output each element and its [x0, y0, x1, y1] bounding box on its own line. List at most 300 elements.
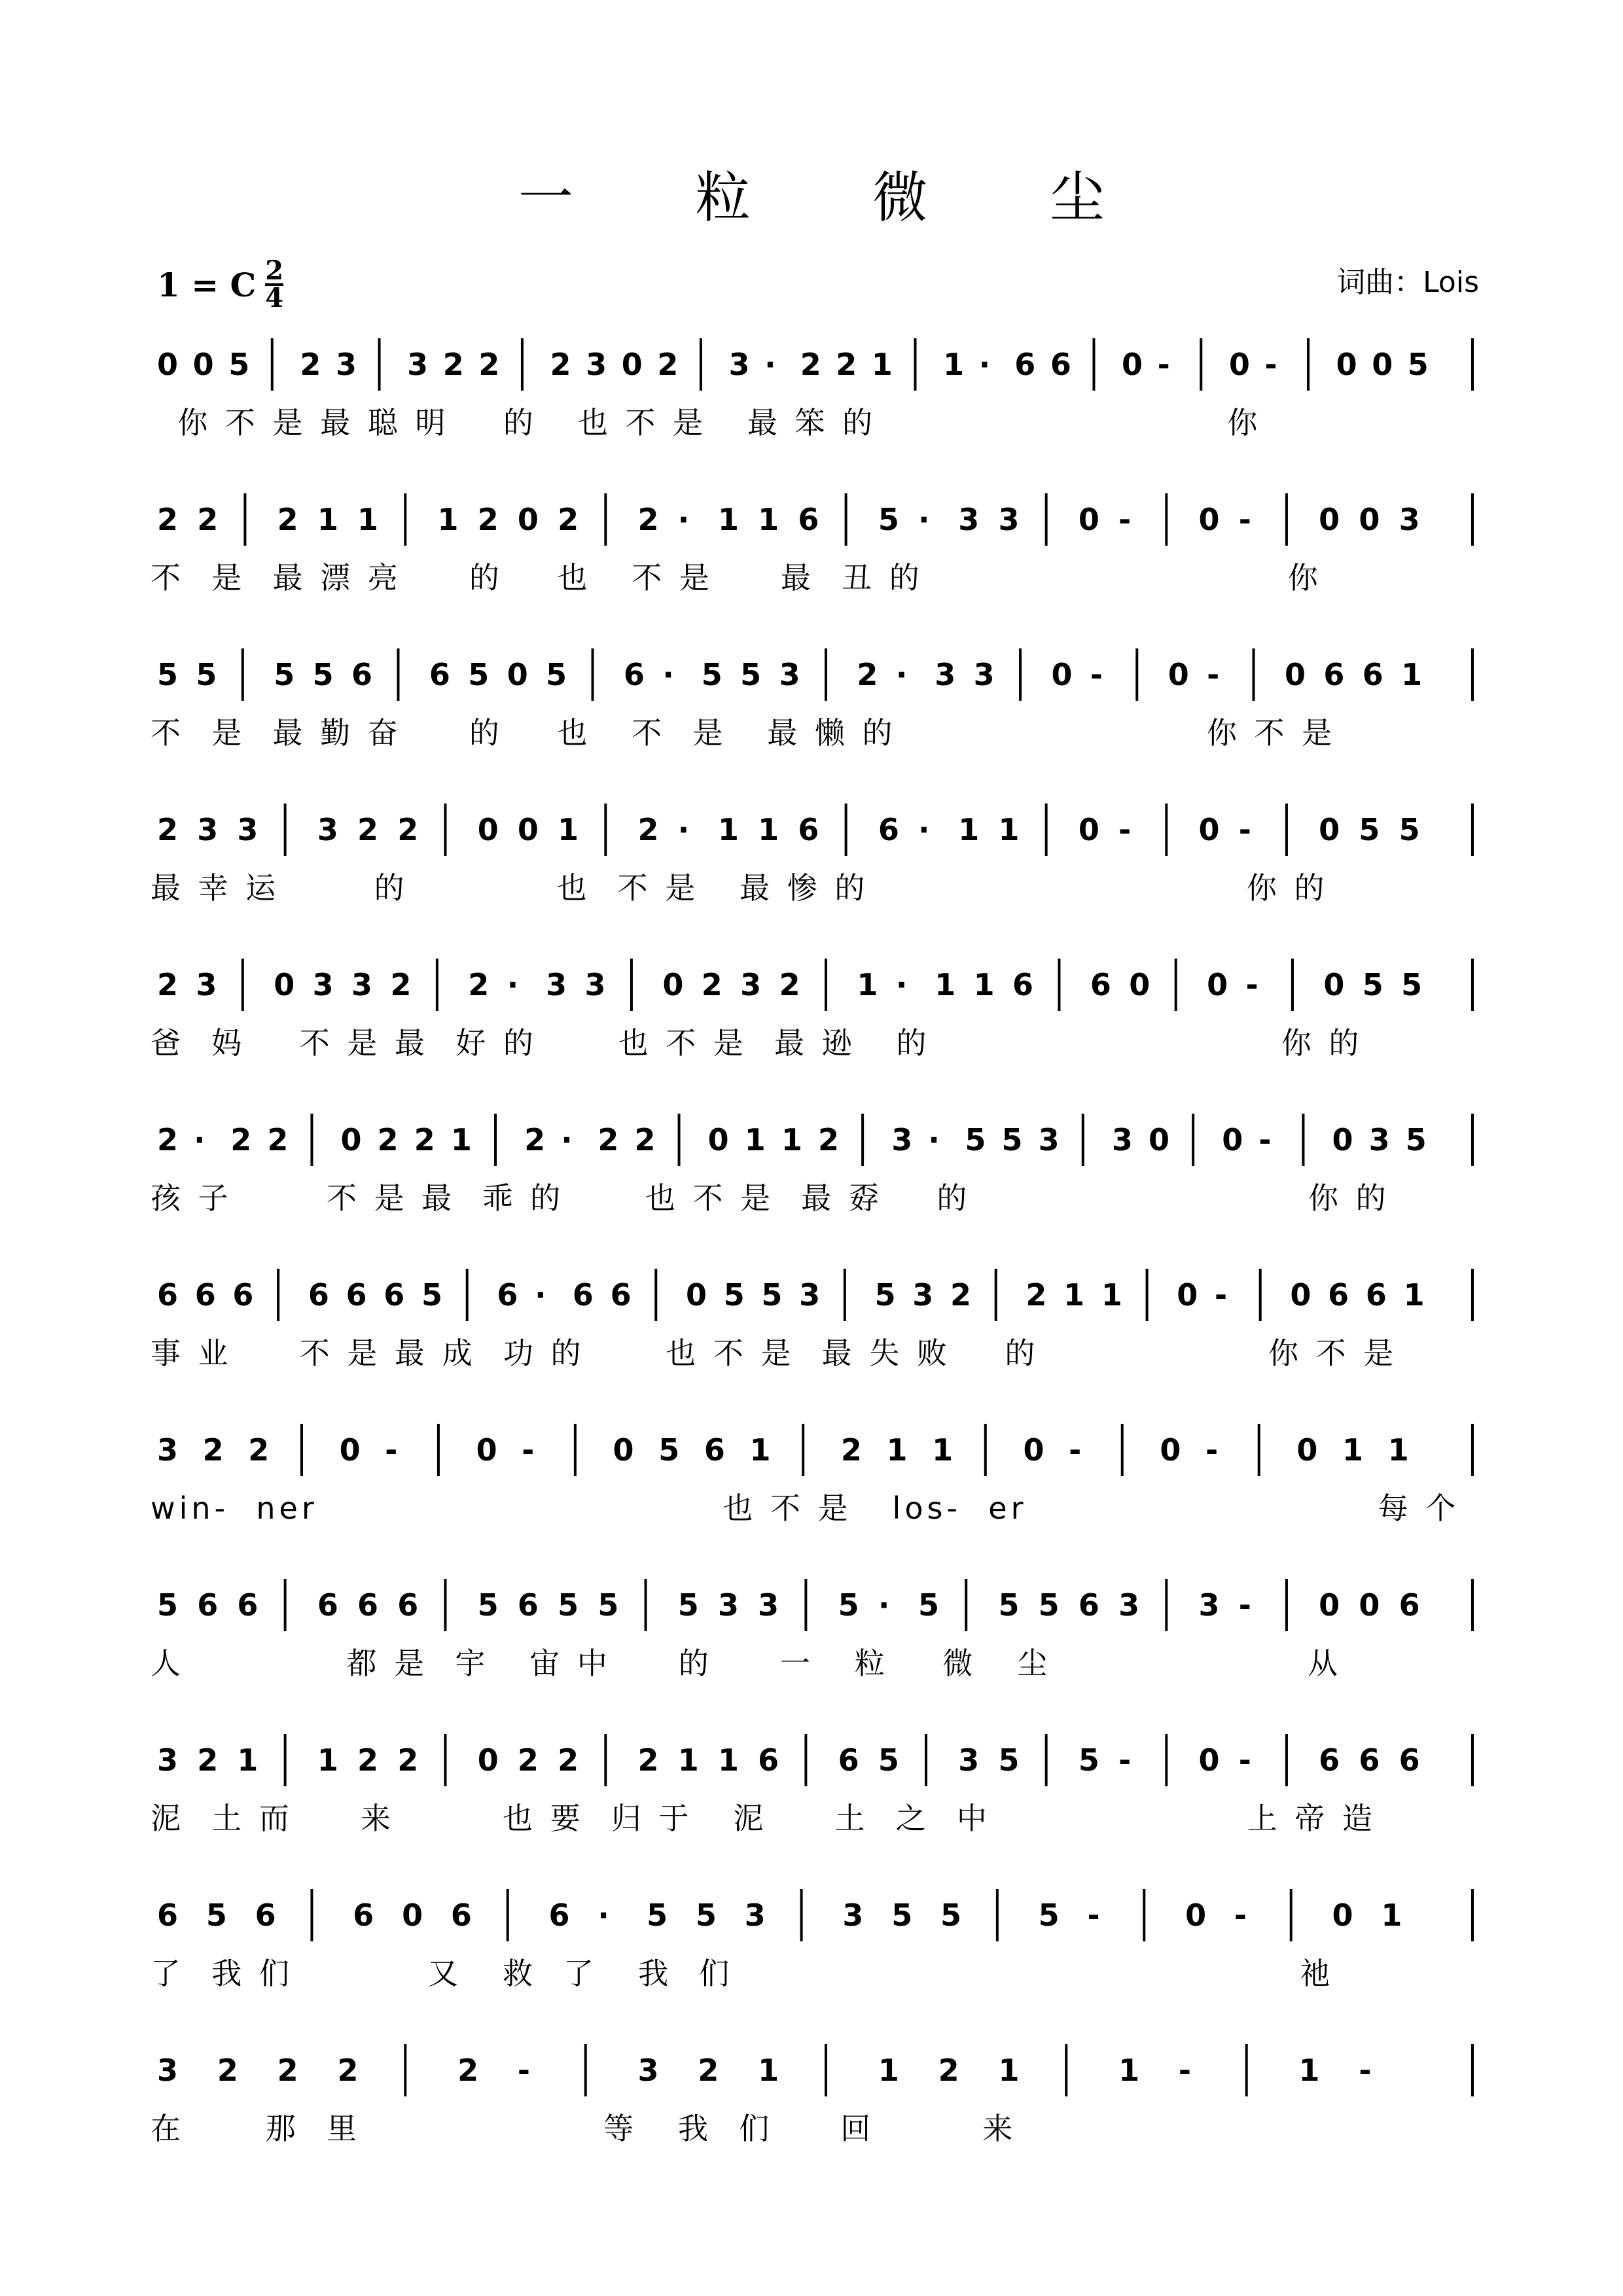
notes-line: [151, 330, 1472, 389]
note: 2: [1026, 1277, 1047, 1313]
note: 1: [1298, 2053, 1320, 2088]
note: 3: [912, 1277, 934, 1313]
dash-mark: -: [517, 2053, 531, 2088]
note: 0: [686, 1277, 707, 1313]
note: 3: [758, 1587, 779, 1623]
note: 0: [477, 1742, 499, 1778]
dash-mark: -: [1178, 2053, 1192, 2088]
note: 5: [1001, 1122, 1023, 1157]
note: 2: [157, 812, 179, 847]
note: 6: [397, 1587, 419, 1623]
notes-line: [151, 1881, 1472, 1940]
note: 6: [497, 1277, 518, 1313]
note: 0: [157, 347, 179, 382]
note: 1: [558, 812, 579, 847]
dot-mark: ·: [878, 1587, 890, 1623]
dash-mark: -: [1234, 1898, 1247, 1933]
note: 5: [695, 1898, 717, 1933]
note: 5: [658, 1432, 680, 1468]
dash-mark: -: [1205, 1432, 1219, 1468]
note: 6: [255, 1898, 276, 1933]
note: 0: [613, 1432, 634, 1468]
note: 3: [891, 1122, 913, 1157]
note: 6: [623, 657, 645, 692]
dot-mark: ·: [535, 1277, 546, 1313]
note: 0: [1319, 812, 1340, 847]
note: 0: [517, 812, 539, 847]
note: 0: [274, 967, 295, 1002]
dash-mark: -: [1238, 812, 1251, 847]
note: 1: [857, 967, 878, 1002]
note: 6: [1050, 347, 1071, 382]
lyrics-line: 孩 子 不 是 最 乖 的 也 不 是 最 孬 的 你 的: [151, 1180, 1390, 1216]
note: 1: [886, 1432, 908, 1468]
note: 6: [878, 812, 899, 847]
note: 0: [1023, 1432, 1044, 1468]
note: 6: [157, 1277, 179, 1313]
note: 6: [308, 1277, 329, 1313]
note: 5: [998, 1742, 1020, 1778]
note: 6: [1319, 1742, 1340, 1778]
note: 2: [157, 967, 179, 1002]
note: 2: [157, 502, 179, 537]
notation-system: [151, 1881, 1472, 2038]
note: 5: [1359, 812, 1380, 847]
note: 0: [340, 1122, 362, 1157]
notes-svg: [151, 1416, 1472, 1488]
note: 1: [1118, 2053, 1140, 2088]
note: 3: [1399, 502, 1420, 537]
note: 3: [1038, 1122, 1060, 1157]
dash-mark: -: [1238, 1742, 1251, 1778]
dash-mark: -: [1118, 1742, 1132, 1778]
note: 5: [965, 1122, 986, 1157]
note: 6: [1323, 657, 1345, 692]
note: 6: [1362, 657, 1383, 692]
note: 5: [597, 1587, 619, 1623]
note: 0: [1323, 967, 1345, 1002]
note: 2: [457, 2053, 479, 2088]
notes-svg: [151, 486, 1472, 557]
notes-line: [151, 2036, 1472, 2095]
note: 0: [1122, 347, 1143, 382]
note: 5: [421, 1277, 443, 1313]
note: 3: [728, 347, 750, 382]
note: 1: [357, 502, 379, 537]
dot-mark: ·: [507, 967, 519, 1002]
note: 1: [973, 967, 995, 1002]
dot-mark: ·: [928, 1122, 940, 1157]
notes-svg: [151, 951, 1472, 1023]
note: 6: [1012, 967, 1034, 1002]
note: 2: [701, 967, 722, 1002]
note: 0: [476, 1432, 497, 1468]
note: 5: [761, 1277, 783, 1313]
note: 0: [1078, 502, 1099, 537]
note: 3: [973, 657, 995, 692]
note: 5: [891, 1898, 913, 1933]
note: 2: [277, 502, 298, 537]
note: 1: [1403, 1277, 1425, 1313]
note: 6: [197, 1587, 219, 1623]
notation-system: [151, 2036, 1472, 2193]
note: 3: [958, 1742, 980, 1778]
note: 2: [477, 502, 499, 537]
note: 5: [878, 1742, 899, 1778]
note: 3: [935, 657, 956, 692]
note: 5: [1405, 1122, 1427, 1157]
note: 3: [842, 1898, 864, 1933]
note: 5: [477, 1587, 499, 1623]
note: 0: [1319, 1587, 1340, 1623]
note: 2: [157, 1122, 179, 1157]
lyrics-line: 不 是 最 漂 亮 的 也 不 是 最 丑 的 你: [151, 560, 1322, 595]
note: 2: [478, 347, 500, 382]
note: 1: [1101, 1277, 1122, 1313]
note: 0: [707, 1122, 729, 1157]
note: 1: [958, 812, 980, 847]
note: 3: [407, 347, 429, 382]
note: 5: [546, 657, 567, 692]
dot-mark: ·: [561, 1122, 573, 1157]
dash-mark: -: [522, 1432, 535, 1468]
note: 3: [637, 2053, 659, 2088]
note: 6: [1359, 1742, 1380, 1778]
note: 3: [1198, 1587, 1220, 1623]
note: 1: [717, 1742, 739, 1778]
note: 6: [450, 1898, 472, 1933]
note: 2: [300, 347, 321, 382]
note: 6: [1399, 1742, 1420, 1778]
note: 5: [878, 502, 899, 537]
note: 5: [558, 1587, 579, 1623]
note: 2: [390, 967, 412, 1002]
note: 0: [1296, 1432, 1318, 1468]
time-signature: [265, 255, 284, 313]
note: 5: [1362, 967, 1383, 1002]
note: 3: [351, 967, 373, 1002]
notation-system: [151, 486, 1472, 643]
note: 6: [237, 1587, 259, 1623]
note: 0: [192, 347, 214, 382]
note: 5: [274, 657, 295, 692]
note: 6: [572, 1277, 594, 1313]
note: 5: [157, 1587, 179, 1623]
notation-system: [151, 330, 1472, 487]
note: 2: [840, 1432, 862, 1468]
note: 3: [157, 1742, 179, 1778]
note: 6: [317, 1587, 338, 1623]
note: 2: [397, 812, 419, 847]
note: 3: [317, 812, 338, 847]
note: 6: [838, 1742, 859, 1778]
dash-mark: -: [1090, 657, 1103, 692]
note: 2: [357, 1742, 379, 1778]
note: 0: [1185, 1898, 1207, 1933]
note: 5: [677, 1587, 699, 1623]
note: 2: [197, 1742, 219, 1778]
note: 6: [232, 1277, 254, 1313]
note: 0: [1359, 502, 1380, 537]
note: 2: [836, 347, 857, 382]
dot-mark: ·: [895, 657, 908, 692]
meter-bottom: 4: [265, 283, 284, 313]
note: 6: [798, 812, 819, 847]
note: 1: [998, 2053, 1020, 2088]
dot-mark: ·: [918, 502, 930, 537]
dash-mark: -: [1069, 1432, 1082, 1468]
dash-mark: -: [1264, 347, 1277, 382]
note: 1: [237, 1742, 259, 1778]
note: 5: [157, 657, 179, 692]
note: 6: [798, 502, 819, 537]
note: 0: [1336, 347, 1357, 382]
note: 1: [1063, 1277, 1085, 1313]
note: 5: [838, 1587, 859, 1623]
note: 6: [548, 1898, 570, 1933]
key-signature: [157, 255, 284, 313]
dot-mark: ·: [918, 812, 930, 847]
note: 2: [938, 2053, 959, 2088]
note: 5: [740, 657, 762, 692]
note: 6: [194, 1277, 216, 1313]
note: 6: [1328, 1277, 1349, 1313]
note: 5: [998, 1587, 1020, 1623]
note: 3: [998, 502, 1020, 537]
note: 5: [228, 347, 250, 382]
notes-line: [151, 1571, 1472, 1630]
note: 0: [1284, 657, 1306, 692]
notation-system: [151, 1106, 1472, 1263]
note: 0: [1160, 1432, 1181, 1468]
note: 1: [717, 502, 739, 537]
note: 1: [932, 1432, 954, 1468]
notes-line: [151, 1261, 1472, 1320]
dot-mark: ·: [677, 502, 690, 537]
note: 0: [1078, 812, 1099, 847]
note: 3: [958, 502, 980, 537]
note: 0: [1319, 502, 1340, 537]
note: 5: [1038, 1898, 1060, 1933]
note: 1: [317, 502, 338, 537]
note: 5: [1401, 967, 1423, 1002]
note: 0: [621, 347, 643, 382]
note: 0: [1222, 1122, 1243, 1157]
note: 3: [157, 1432, 179, 1468]
note: 3: [584, 967, 606, 1002]
note: 0: [1332, 1898, 1353, 1933]
note: 6: [1078, 1587, 1099, 1623]
note: 0: [662, 967, 684, 1002]
note: 5: [723, 1277, 745, 1313]
note: 3: [197, 812, 219, 847]
note: 3: [586, 347, 607, 382]
note: 1: [878, 2053, 899, 2088]
note: 2: [377, 1122, 399, 1157]
note: 1: [749, 1432, 771, 1468]
note: 1: [1342, 1432, 1364, 1468]
lyrics-line: 在 那 里 等 我 们 回 来: [151, 2111, 1017, 2146]
note: 2: [857, 657, 878, 692]
note: 1: [998, 812, 1020, 847]
note: 3: [1118, 1587, 1140, 1623]
note: 1: [1401, 657, 1423, 692]
lyrics-line: 泥 土 而 来 也 要 归 于 泥 土 之 中 上 帝 造: [151, 1801, 1376, 1836]
dash-mark: -: [1157, 347, 1170, 382]
note: 2: [337, 2053, 359, 2088]
note: 2: [248, 1432, 270, 1468]
notes-svg: [151, 1571, 1472, 1643]
note: 2: [197, 502, 219, 537]
note: 2: [202, 1432, 224, 1468]
note: 2: [779, 967, 800, 1002]
note: 1: [744, 1122, 766, 1157]
note: 1: [758, 502, 779, 537]
note: 2: [414, 1122, 435, 1157]
note: 0: [1372, 347, 1393, 382]
note: 1: [758, 812, 779, 847]
note: 1: [450, 1122, 472, 1157]
note: 6: [1090, 967, 1111, 1002]
notes-svg: [151, 796, 1472, 868]
note: 0: [1207, 967, 1228, 1002]
notes-svg: [151, 641, 1472, 713]
note: 3: [1368, 1122, 1390, 1157]
note: 2: [637, 502, 659, 537]
note: 0: [1149, 1122, 1170, 1157]
note: 2: [637, 1742, 659, 1778]
note: 1: [758, 2053, 779, 2088]
dash-mark: -: [1258, 1122, 1272, 1157]
note: 1: [677, 1742, 699, 1778]
dash-mark: -: [1087, 1898, 1100, 1933]
note: 6: [517, 1587, 539, 1623]
note: 0: [507, 657, 528, 692]
lyrics-line: 爸 妈 不 是 最 好 的 也 不 是 最 逊 的 你 的: [151, 1025, 1363, 1061]
dot-mark: ·: [677, 812, 690, 847]
note: 6: [1399, 1587, 1420, 1623]
note: 2: [517, 1742, 539, 1778]
note: 1: [437, 502, 459, 537]
meter-top: 2: [265, 255, 284, 286]
note: 5: [468, 657, 490, 692]
note: 3: [237, 812, 259, 847]
notes-svg: [151, 2036, 1472, 2108]
notes-line: [151, 1106, 1472, 1165]
notes-svg: [151, 1881, 1472, 1953]
notation-system: [151, 1726, 1472, 1883]
lyrics-line: 不 是 最 勤 奋 的 也 不 是 最 懒 的 你 不 是: [151, 715, 1336, 751]
note: 2: [442, 347, 464, 382]
note: 2: [800, 347, 821, 382]
note: 1: [717, 812, 739, 847]
note: 2: [267, 1122, 289, 1157]
note: 2: [550, 347, 571, 382]
note: 6: [357, 1587, 379, 1623]
note: 2: [230, 1122, 252, 1157]
note: 2: [558, 502, 579, 537]
dot-mark: ·: [978, 347, 991, 382]
note: 5: [701, 657, 722, 692]
note: 0: [1198, 1742, 1220, 1778]
note: 2: [637, 812, 659, 847]
lyrics-line: 人 都 是 宇 宙 中 的 一 粒 微 尘 从: [151, 1646, 1342, 1681]
note: 3: [312, 967, 334, 1002]
note: 3: [157, 2053, 179, 2088]
note: 2: [524, 1122, 546, 1157]
notes-svg: [151, 1726, 1472, 1798]
dash-mark: -: [1215, 1277, 1228, 1313]
note: 3: [546, 967, 567, 1002]
dash-mark: -: [1118, 812, 1132, 847]
notation-system: [151, 1571, 1472, 1728]
note: 0: [517, 502, 539, 537]
note: 3: [196, 967, 217, 1002]
notes-line: [151, 951, 1472, 1010]
note: 1: [1387, 1432, 1409, 1468]
note: 1: [935, 967, 956, 1002]
note: 2: [657, 347, 679, 382]
song-title: 一 粒 微 尘: [518, 166, 1158, 230]
note: 2: [217, 2053, 238, 2088]
dash-mark: -: [1359, 2053, 1372, 2088]
dot-mark: ·: [764, 347, 776, 382]
notation-system: [151, 1416, 1472, 1573]
dash-mark: -: [385, 1432, 398, 1468]
note: 6: [383, 1277, 405, 1313]
note: 2: [597, 1122, 619, 1157]
note: 0: [339, 1432, 361, 1468]
notes-line: [151, 486, 1472, 544]
note: 1: [781, 1122, 802, 1157]
note: 5: [205, 1898, 227, 1933]
note: 2: [818, 1122, 840, 1157]
note: 0: [1198, 812, 1220, 847]
dash-mark: -: [1207, 657, 1220, 692]
notation-system: [151, 951, 1472, 1108]
lyrics-line: 最 幸 运 的 也 不 是 最 惨 的 你 的: [151, 870, 1329, 906]
notes-svg: [151, 1261, 1472, 1333]
note: 5: [874, 1277, 896, 1313]
dash-mark: -: [1118, 502, 1132, 537]
dot-mark: ·: [194, 1122, 205, 1157]
dot-mark: ·: [597, 1898, 609, 1933]
dot-mark: ·: [895, 967, 908, 1002]
note: 3: [779, 657, 800, 692]
note: 5: [1407, 347, 1429, 382]
note: 2: [950, 1277, 972, 1313]
note: 5: [1399, 812, 1420, 847]
note: 3: [740, 967, 762, 1002]
note: 1: [1381, 1898, 1402, 1933]
note: 6: [346, 1277, 367, 1313]
note: 2: [698, 2053, 719, 2088]
note: 6: [1365, 1277, 1387, 1313]
notes-line: [151, 796, 1472, 855]
notes-line: [151, 1726, 1472, 1785]
lyrics-line: win- ner 也 不 是 los- er 每 个: [151, 1491, 1460, 1526]
note: 5: [647, 1898, 668, 1933]
note: 2: [277, 2053, 298, 2088]
note: 0: [1359, 1587, 1380, 1623]
note: 6: [157, 1898, 179, 1933]
note: 3: [799, 1277, 821, 1313]
note: 1: [871, 347, 893, 382]
note: 3: [1111, 1122, 1133, 1157]
note: 0: [477, 812, 499, 847]
note: 6: [704, 1432, 725, 1468]
notes-line: [151, 1416, 1472, 1475]
